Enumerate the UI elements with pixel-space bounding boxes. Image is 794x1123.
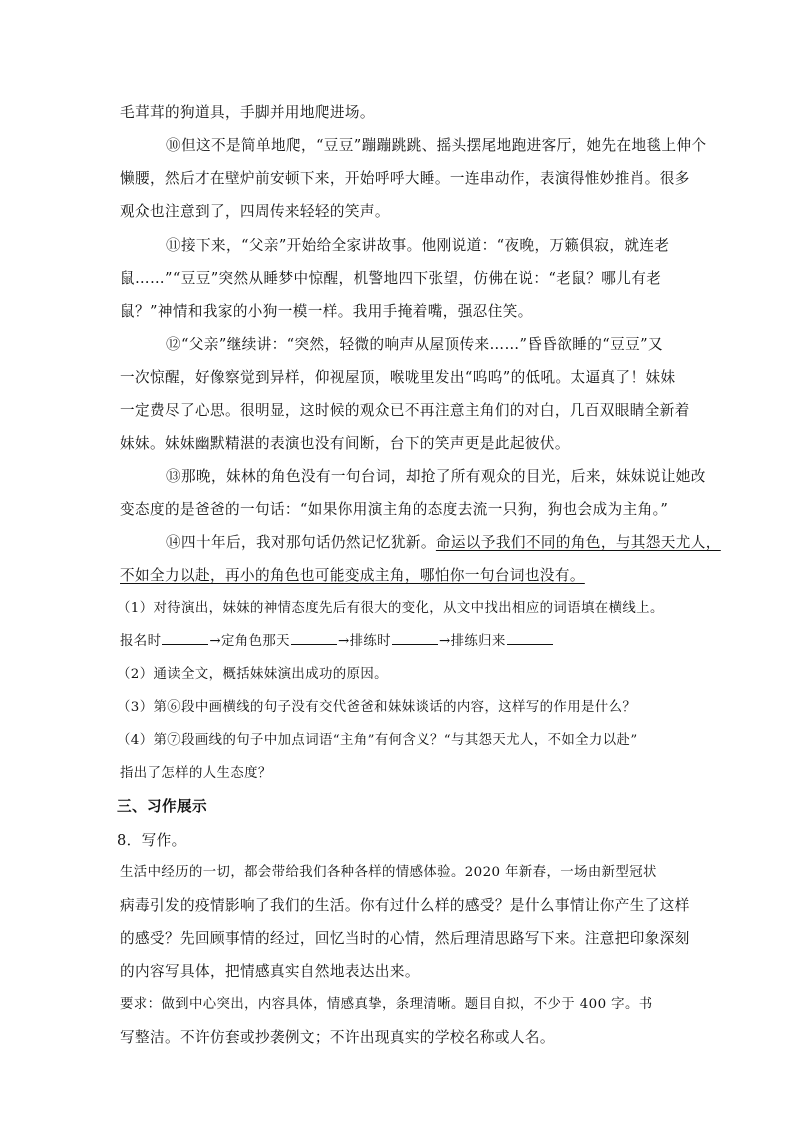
underlined-sentence: 命运以予我们不同的角色，与其怨天尤人， (435, 534, 721, 551)
passage-paragraph-13: ⑬那晚，妹林的角色没有一句台词，却抢了所有观众的目光，后来，妹妹说让她改 (166, 468, 706, 485)
section-heading: 三、习作展示 (117, 798, 207, 815)
answer-blank-1[interactable] (162, 630, 208, 645)
question-2: （2）通读全文，概括妹妹演出成功的原因。 (117, 667, 388, 682)
requirement-line: 要求：做到中心突出，内容具体，情感真挚，条理清晰。题目自拟，不少于 400 字。书 (120, 997, 653, 1012)
prompt-line: 生活中经历的一切，都会带给我们各种各样的情感体验。2020 年新春，一场由新型冠状 (120, 865, 657, 880)
passage-line: 妹妹。妹妹幽默精湛的表演也没有间断，台下的笑声更是此起彼伏。 (120, 435, 570, 452)
passage-paragraph-11: ⑪接下来，“父亲”开始给全家讲故事。他刚说道：“夜晚，万籁俱寂，就连老 (166, 237, 670, 254)
passage-line (0, 561, 794, 591)
requirement-line: 写整洁。不许仿套或抄袭例文；不许出现真实的学校名称或人名。 (120, 1029, 555, 1046)
prompt-line: 病毒引发的疫情影响了我们的生活。你有过什么样的感受？是什么事情让你产生了这样 (120, 897, 690, 914)
passage-line: 变态度的是爸爸的一句话：“如果你用演主角的态度去流一只狗，狗也会成为主角。” (120, 501, 669, 518)
passage-line: 鼠？”神情和我家的小狗一模一样。我用手掩着嘴，强忍住笑。 (120, 303, 533, 320)
question-4: （4）第⑦段画线的句子中加点词语“主角”有何含义？“与其怨天尤人，不如全力以赴” (117, 733, 638, 748)
question-4-cont: 指出了怎样的人生态度？ (120, 766, 272, 781)
prompt-line: 的感受？先回顾事情的经过，回忆当时的心情，然后理清思路写下来。注意把印象深刻 (120, 930, 690, 947)
passage-paragraph-14 (0, 528, 794, 558)
answer-blank-3[interactable] (392, 630, 438, 645)
passage-line: 一次惊醒，好像察觉到异样，仰视屋顶，喉咙里发出“呜呜”的低吼。太逼真了！妹妹 (120, 369, 676, 386)
passage-line: 毛茸茸的狗道具，手脚并用地爬进场。 (120, 104, 375, 121)
question-3: （3）第⑥段中画横线的句子没有交代爸爸和妹妹谈话的内容，这样写的作用是什么？ (117, 700, 637, 715)
blank-label: →排练时 (337, 634, 391, 649)
question-1-blanks (0, 627, 794, 657)
passage-line: 一定费尽了心思。很明显，这时候的观众已不再注意主角们的对白，几百双眼睛全新着 (120, 402, 690, 419)
passage-line: 观众也注意到了，四周传来轻轻的笑声。 (120, 203, 390, 220)
underlined-sentence: 不如全力以赴，再小的角色也可能变成主角，哪怕你一句台词也没有。 (120, 567, 585, 584)
passage-line: 懒腰，然后才在壁炉前安顿下来，开始呼呼大睡。一连串动作，表演得惟妙推肖。很多 (120, 170, 690, 187)
prompt-line: 的内容写具体，把情感真实自然地表达出来。 (120, 963, 420, 980)
answer-blank-4[interactable] (507, 630, 553, 645)
blank-label: →排练归来 (438, 634, 506, 649)
blank-label: →定角色那天 (209, 634, 290, 649)
blank-label: 报名时 (120, 634, 162, 649)
question-1: （1）对待演出，妹妹的神情态度先后有很大的变化，从文中找出相应的词语填在横线上。 (117, 601, 664, 616)
passage-text: ⑭四十年后，我对那句话仍然记忆犹新。 (166, 534, 436, 551)
passage-paragraph-10: ⑩但这不是简单地爬，“豆豆”蹦蹦跳跳、摇头摆尾地跑进客厅，她先在地毯上伸个 (166, 137, 707, 154)
passage-line: 鼠……”“豆豆”突然从睡梦中惊醒，机警地四下张望，仿佛在说：“老鼠？哪儿有老 (120, 270, 662, 287)
item-number: 8．写作。 (117, 832, 187, 849)
passage-paragraph-12: ⑫“父亲”继续讲：“突然，轻微的响声从屋顶传来……”昏昏欲睡的“豆豆”又 (166, 336, 663, 353)
answer-blank-2[interactable] (291, 630, 337, 645)
